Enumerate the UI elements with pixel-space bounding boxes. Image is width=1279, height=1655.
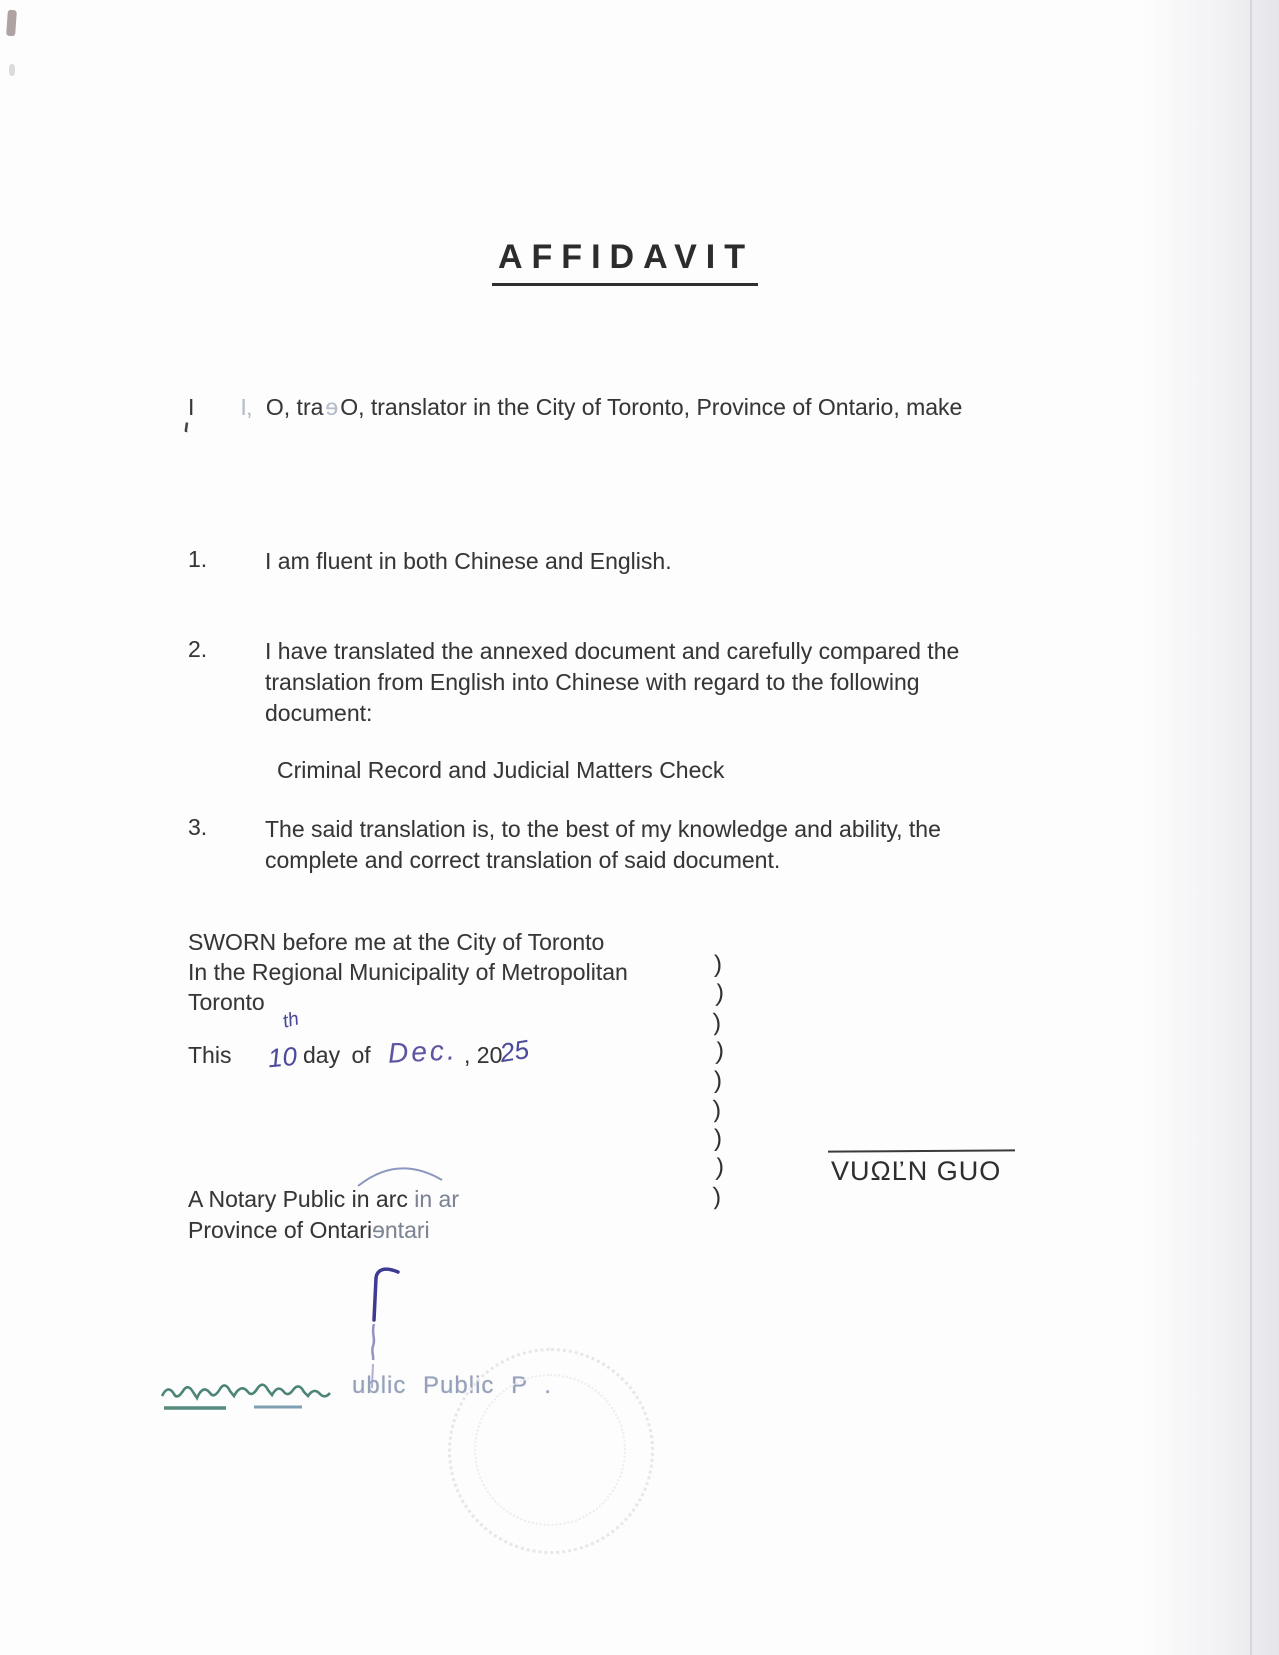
jurat-line-1: SWORN before me at the City of Toronto bbox=[188, 929, 605, 955]
item-2-number: 2. bbox=[188, 636, 208, 662]
date-middle: day of bbox=[303, 1042, 371, 1068]
jurat-paren: ) bbox=[712, 1182, 722, 1211]
scan-corner-mark bbox=[6, 10, 17, 37]
stray-ink-mark: ι bbox=[182, 415, 191, 437]
jurat-paren: ) bbox=[712, 1008, 722, 1037]
handwritten-ordinal: th bbox=[280, 1008, 302, 1033]
opening-text-a: O, tra bbox=[265, 394, 324, 420]
opening-pronoun: I bbox=[188, 394, 195, 420]
pen-arc-mark bbox=[352, 1158, 448, 1190]
notary-block bbox=[188, 1184, 459, 1246]
jurat-paren: ) bbox=[715, 979, 725, 1008]
jurat-line-3: Toronto bbox=[188, 989, 265, 1015]
item-2-text bbox=[265, 636, 959, 729]
item-3-text bbox=[265, 814, 941, 876]
title-row bbox=[0, 238, 1250, 286]
jurat-paren-column bbox=[712, 950, 725, 1211]
opening-paragraph bbox=[188, 392, 962, 422]
jurat-paren: ) bbox=[714, 951, 722, 978]
date-year-prefix: , 20 bbox=[464, 1042, 503, 1068]
handwritten-month: Dec. bbox=[387, 1034, 459, 1069]
signature-line bbox=[828, 1149, 1015, 1152]
handwritten-day: 10 bbox=[266, 1040, 299, 1074]
referenced-document-title: Criminal Record and Judicial Matters Check bbox=[277, 757, 725, 783]
jurat-paren: ) bbox=[715, 1153, 725, 1182]
jurat-paren: ) bbox=[714, 1067, 722, 1094]
jurat-paren: ) bbox=[715, 1037, 725, 1066]
notary-line-2-ghost: ɘntari bbox=[372, 1217, 430, 1243]
item-3-line-1: The said translation is, to the best of my knowledge and ability, the bbox=[265, 816, 941, 842]
item-3-line-2: complete and correct translation of said document. bbox=[265, 847, 781, 873]
item-3-number: 3. bbox=[188, 814, 208, 840]
notary-line-2: Province of Ontari bbox=[188, 1217, 373, 1243]
jurat-block bbox=[188, 927, 628, 1017]
scan-page-edge-line bbox=[1250, 0, 1252, 1655]
handwritten-year: 25 bbox=[497, 1033, 532, 1069]
item-2-line-1: I have translated the annexed document and carefully compared the bbox=[265, 638, 960, 664]
notary-line-1: A Notary Public in arc bbox=[188, 1186, 415, 1212]
item-2-line-3: document: bbox=[265, 700, 373, 726]
stamp-ghost-text: ublic Public P . bbox=[352, 1372, 552, 1399]
opening-text-b: O, translator in the City of Toronto, Province of Ontario, make bbox=[340, 394, 963, 420]
opening-ghost-letter: ɘ bbox=[325, 394, 339, 420]
jurat-paren: ) bbox=[712, 1095, 722, 1124]
signature-name: VUΩĽN GUO bbox=[831, 1156, 1002, 1186]
opening-ghost-text: I‚ bbox=[240, 394, 252, 420]
item-1-text: I am fluent in both Chinese and English. bbox=[265, 548, 672, 574]
page-title: AFFIDAVIT bbox=[492, 238, 758, 286]
item-2-line-2: translation from English into Chinese with regard to the following bbox=[265, 669, 920, 695]
item-1-number: 1. bbox=[188, 546, 208, 572]
scan-fleck bbox=[9, 64, 15, 76]
embossed-seal-inner-ring bbox=[474, 1374, 626, 1526]
date-prefix: This bbox=[188, 1042, 232, 1068]
notary-scribble-signature bbox=[156, 1374, 376, 1418]
jurat-line-2: In the Regional Municipality of Metropolitan bbox=[188, 959, 628, 985]
jurat-paren: ) bbox=[714, 1125, 722, 1152]
notary-line-1-ghost: in ar bbox=[414, 1186, 460, 1212]
